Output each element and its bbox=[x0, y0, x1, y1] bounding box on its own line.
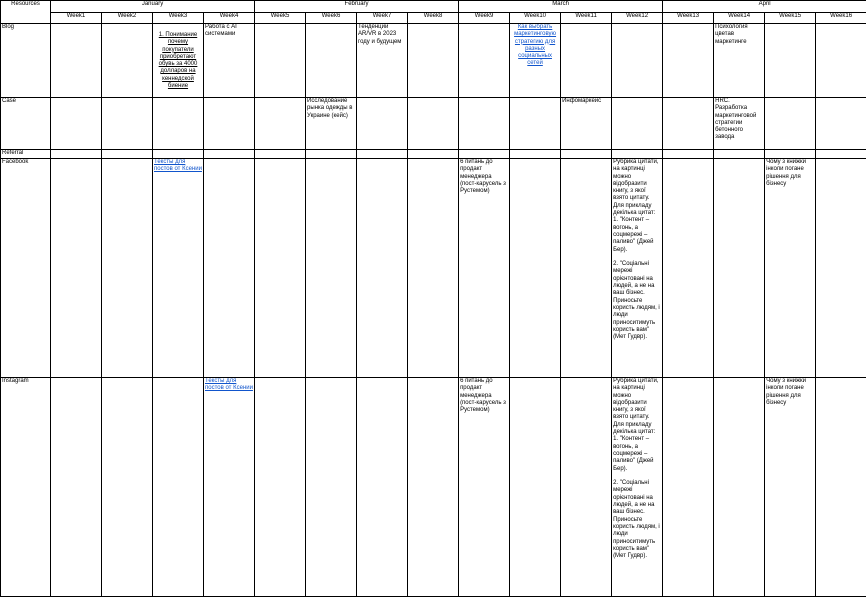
cell[interactable] bbox=[510, 159, 561, 378]
cell-instagram-week9[interactable] bbox=[459, 378, 510, 597]
row-label-case[interactable]: Case bbox=[1, 98, 51, 150]
cell-instagram-week4[interactable] bbox=[204, 378, 255, 597]
facebook-week15-text: Чому з книжки інколи погане рішення для бізнесу bbox=[766, 159, 807, 187]
cell[interactable] bbox=[663, 378, 714, 597]
cell[interactable] bbox=[510, 98, 561, 150]
cell[interactable] bbox=[561, 159, 612, 378]
cell[interactable] bbox=[306, 24, 357, 98]
row-instagram bbox=[1, 378, 866, 597]
week-header[interactable]: Week13 bbox=[663, 13, 714, 24]
cell[interactable] bbox=[306, 378, 357, 597]
cell[interactable] bbox=[408, 150, 459, 159]
cell[interactable] bbox=[204, 98, 255, 150]
cell[interactable] bbox=[204, 150, 255, 159]
cell[interactable] bbox=[459, 98, 510, 150]
cell[interactable] bbox=[408, 98, 459, 150]
cell[interactable] bbox=[255, 24, 306, 98]
instagram-week4-link[interactable]: Тексты для постов от Ксении bbox=[205, 378, 253, 392]
cell[interactable] bbox=[561, 378, 612, 597]
week-header[interactable]: Week9 bbox=[459, 13, 510, 24]
week-header-row bbox=[1, 13, 866, 24]
cell[interactable] bbox=[306, 150, 357, 159]
cell[interactable] bbox=[612, 98, 663, 150]
blog-week4-text: Работа с AI системами bbox=[205, 24, 237, 38]
month-february[interactable]: February bbox=[255, 1, 459, 13]
cell[interactable] bbox=[663, 159, 714, 378]
cell[interactable] bbox=[102, 159, 153, 378]
cell[interactable] bbox=[102, 150, 153, 159]
instagram-week15-text: Чому з книжки інколи погане рішення для бізнесу bbox=[766, 378, 807, 406]
cell-blog-week7[interactable] bbox=[357, 24, 408, 98]
cell[interactable] bbox=[714, 150, 765, 159]
blog-week3-text: 1. Понимание почему покупатели приобретают обувь за 4000 долларов на кеннедской биениe bbox=[158, 32, 198, 90]
row-facebook bbox=[1, 159, 866, 378]
cell[interactable] bbox=[765, 150, 816, 159]
cell-facebook-week15[interactable] bbox=[765, 159, 816, 378]
cell[interactable] bbox=[357, 159, 408, 378]
cell[interactable] bbox=[816, 24, 866, 98]
facebook-week12-text: Рубрика цитати, на картинці можно відобразити книгу, з якої взято цитату. Для прикладу декілька цитат: 1. "Контент – вогонь, а соцмережі – паливо" (Джей Бер). 2. "Соціальні мережі орієнтовані на людей, а не на ваш бізнес. Приносьте користь людям, і люди приноситимуть користь вам" (Мет Гудвр). bbox=[613, 159, 660, 341]
cell[interactable] bbox=[765, 24, 816, 98]
cell[interactable] bbox=[408, 378, 459, 597]
row-label-blog[interactable]: Blog bbox=[1, 24, 51, 98]
cell[interactable] bbox=[102, 378, 153, 597]
blog-week7-text: Тенденции AR/VR в 2023 году и будущем bbox=[358, 24, 402, 45]
cell[interactable] bbox=[51, 159, 102, 378]
case-week14-text: HRC. Разработка маркетинговой стратегии бетонного завода bbox=[715, 98, 757, 141]
cell-facebook-week9[interactable] bbox=[459, 159, 510, 378]
resources-header[interactable]: Resources bbox=[1, 1, 51, 24]
cell[interactable] bbox=[255, 159, 306, 378]
cell[interactable] bbox=[408, 159, 459, 378]
cell[interactable] bbox=[357, 98, 408, 150]
cell-case-week14[interactable] bbox=[714, 98, 765, 150]
week-header[interactable]: Week11 bbox=[561, 13, 612, 24]
cell[interactable] bbox=[51, 98, 102, 150]
cell-case-week6[interactable] bbox=[306, 98, 357, 150]
row-label-referral[interactable]: Referral bbox=[1, 150, 51, 159]
cell[interactable] bbox=[357, 378, 408, 597]
cell[interactable] bbox=[816, 378, 866, 597]
cell[interactable] bbox=[510, 150, 561, 159]
cell-blog-week4[interactable] bbox=[204, 24, 255, 98]
cell[interactable] bbox=[663, 98, 714, 150]
blog-week14-text: Психология цветав маркетинге bbox=[715, 24, 748, 45]
cell[interactable] bbox=[561, 24, 612, 98]
cell[interactable] bbox=[51, 24, 102, 98]
instagram-week9-text: 6 питань до продакт менеджера (пост-карусель з Рустемом) bbox=[460, 378, 506, 414]
cell-blog-week3[interactable] bbox=[153, 24, 204, 98]
week-header[interactable]: Week4 bbox=[204, 13, 255, 24]
cell-facebook-week3[interactable] bbox=[153, 159, 204, 378]
cell-case-week11[interactable] bbox=[561, 98, 612, 150]
cell-facebook-week12[interactable] bbox=[612, 159, 663, 378]
facebook-week3-link[interactable]: Тексты для постов от Ксении bbox=[154, 159, 202, 173]
cell[interactable] bbox=[459, 150, 510, 159]
cell[interactable] bbox=[612, 150, 663, 159]
cell-blog-week14[interactable] bbox=[714, 24, 765, 98]
week-header[interactable]: Week10 bbox=[510, 13, 561, 24]
row-label-facebook[interactable]: Facebook bbox=[1, 159, 51, 378]
week-header[interactable]: Week5 bbox=[255, 13, 306, 24]
cell-blog-week10[interactable] bbox=[510, 24, 561, 98]
facebook-week9-text: 6 питань до продакт менеджера (пост-карусель з Рустемом) bbox=[460, 159, 506, 195]
cell[interactable] bbox=[459, 24, 510, 98]
cell[interactable] bbox=[51, 378, 102, 597]
cell[interactable] bbox=[153, 98, 204, 150]
week-header[interactable]: Week14 bbox=[714, 13, 765, 24]
cell-instagram-week12[interactable] bbox=[612, 378, 663, 597]
cell[interactable] bbox=[153, 150, 204, 159]
cell[interactable] bbox=[408, 24, 459, 98]
week-header[interactable]: Week7 bbox=[357, 13, 408, 24]
cell[interactable] bbox=[612, 24, 663, 98]
week-header[interactable]: Week15 bbox=[765, 13, 816, 24]
month-header-row bbox=[1, 1, 866, 13]
cell[interactable] bbox=[102, 24, 153, 98]
case-week6-text: Исследование рынка одежды в Украине (кейс) bbox=[307, 98, 353, 119]
row-referral bbox=[1, 150, 866, 159]
cell[interactable] bbox=[255, 378, 306, 597]
month-january[interactable]: January bbox=[51, 1, 255, 13]
instagram-week12-text: Рубрика цитати, на картинці можно відобразити книгу, з якої взято цитату. Для прикладу декілька цитат: 1. "Контент – вогонь, а соцмережі – паливо" (Джей Бер). 2. "Соціальні мережі орієнтовані на людей, а не на ваш бізнес. Приносьте користь людям, і люди приноситимуть користь вам" (Мет Гудвр). bbox=[613, 378, 660, 560]
row-case bbox=[1, 98, 866, 150]
week-header[interactable]: Week12 bbox=[612, 13, 663, 24]
cell[interactable] bbox=[255, 98, 306, 150]
week-header[interactable]: Week2 bbox=[102, 13, 153, 24]
cell[interactable] bbox=[765, 98, 816, 150]
cell[interactable] bbox=[663, 24, 714, 98]
cell[interactable] bbox=[714, 378, 765, 597]
cell[interactable] bbox=[306, 159, 357, 378]
cell[interactable] bbox=[102, 98, 153, 150]
cell[interactable] bbox=[51, 150, 102, 159]
row-label-instagram[interactable]: Instagram bbox=[1, 378, 51, 597]
cell[interactable] bbox=[561, 150, 612, 159]
week-header[interactable]: Week6 bbox=[306, 13, 357, 24]
cell[interactable] bbox=[816, 150, 866, 159]
cell[interactable] bbox=[816, 98, 866, 150]
cell[interactable] bbox=[663, 150, 714, 159]
cell[interactable] bbox=[714, 159, 765, 378]
cell[interactable] bbox=[816, 159, 866, 378]
cell-instagram-week15[interactable] bbox=[765, 378, 816, 597]
row-blog bbox=[1, 24, 866, 98]
month-march[interactable]: March bbox=[459, 1, 663, 13]
case-week11-text: Инфомаркейс bbox=[562, 98, 602, 104]
week-header[interactable]: Week16 bbox=[816, 13, 866, 24]
month-april[interactable]: April bbox=[663, 1, 866, 13]
week-header[interactable]: Week3 bbox=[153, 13, 204, 24]
week-header[interactable]: Week1 bbox=[51, 13, 102, 24]
blog-week10-link[interactable]: Как выбрать маркетинговую стратегию для разных социальных сетей bbox=[514, 24, 557, 67]
cell[interactable] bbox=[153, 378, 204, 597]
week-header[interactable]: Week8 bbox=[408, 13, 459, 24]
cell[interactable] bbox=[204, 159, 255, 378]
cell[interactable] bbox=[255, 150, 306, 159]
cell[interactable] bbox=[510, 378, 561, 597]
cell[interactable] bbox=[357, 150, 408, 159]
